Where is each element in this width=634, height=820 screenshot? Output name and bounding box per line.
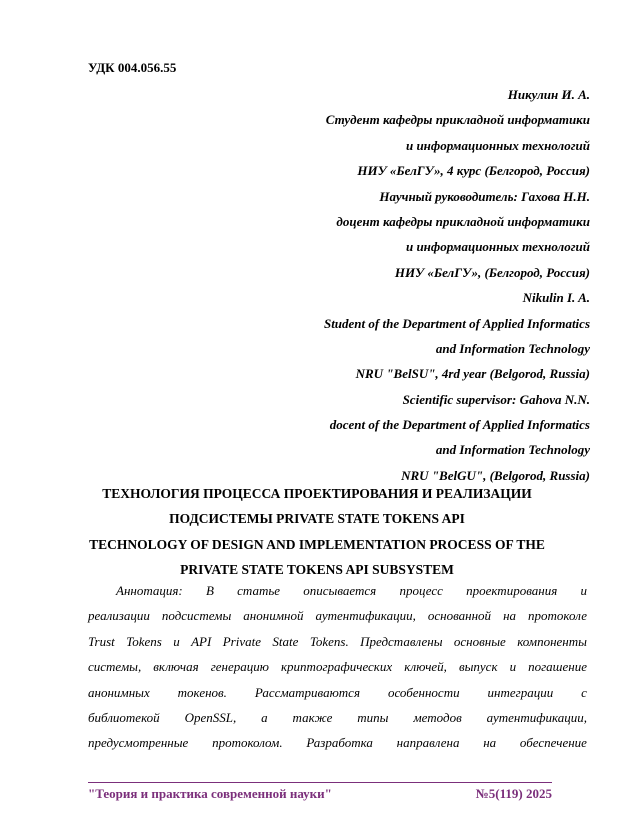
abstract-word: ключей, [404, 659, 447, 675]
abstract-word: с [581, 684, 587, 700]
udk-code: УДК 004.056.55 [88, 60, 177, 75]
abstract-word: протоколом. [212, 735, 283, 751]
title-line: ПОДСИСТЕМЫ PRIVATE STATE TOKENS API [169, 511, 465, 527]
abstract-word: Рассматриваются [254, 684, 360, 700]
abstract-line [88, 578, 587, 603]
abstract-word: статье [237, 583, 281, 598]
abstract-word: особенности [387, 684, 460, 700]
abstract-word: генерацию [210, 659, 269, 675]
abstract-word: библиотекой [88, 709, 160, 725]
abstract-word: проектирования [466, 583, 558, 598]
abstract-word: State [272, 633, 299, 649]
title-line: TECHNOLOGY OF DESIGN AND IMPLEMENTATION PROCESS OF THE [89, 536, 545, 552]
author-line: и информационных технологий [405, 137, 590, 153]
abstract-line [88, 629, 587, 654]
article-title [60, 481, 574, 583]
abstract-line [88, 705, 587, 730]
abstract-word: Tokens [126, 633, 162, 649]
abstract-word: аутентификации, [315, 608, 416, 624]
author-line: Nikulin I. A. [522, 290, 590, 306]
author-line: docent of the Department of Applied Informatics [329, 417, 590, 433]
author-block [230, 82, 590, 488]
abstract-word: на [483, 735, 497, 751]
abstract-word: системы, [88, 659, 142, 675]
abstract-word: основные [453, 633, 506, 649]
abstract-word: Private [222, 633, 261, 649]
abstract-word: описывается [303, 583, 377, 598]
author-line: Никулин И. А. [507, 87, 590, 102]
abstract-word: процесс [399, 583, 443, 598]
abstract-word: типы [357, 709, 389, 725]
author-line: Scientific supervisor: Gahova N.N. [402, 391, 590, 407]
abstract-line [88, 680, 587, 705]
abstract-word: аутентификации, [486, 709, 587, 725]
author-line: Научный руководитель: Гахова Н.Н. [379, 188, 590, 204]
abstract-line [88, 654, 587, 679]
author-line: and Information Technology [435, 442, 590, 458]
abstract-word: Разработка [306, 735, 373, 751]
author-line: и информационных технологий [405, 239, 590, 255]
author-line: НИУ «БелГУ», 4 курс (Белгород, Россия) [357, 163, 590, 179]
abstract-word: также [292, 709, 333, 725]
abstract-word: реализации [88, 608, 150, 624]
author-line: доцент кафедры прикладной информатики [336, 213, 590, 229]
abstract-word: Trust [88, 633, 115, 649]
title-line: ТЕХНОЛОГИЯ ПРОЦЕССА ПРОЕКТИРОВАНИЯ И РЕАЛИЗАЦИИ [102, 486, 532, 501]
author-line: НИУ «БелГУ», (Белгород, Россия) [394, 264, 590, 280]
title-line: PRIVATE STATE TOKENS API SUBSYSTEM [180, 562, 454, 578]
author-line: Student of the Department of Applied Informatics [323, 315, 590, 331]
abstract-word: анонимных [88, 684, 150, 700]
footer-divider [88, 782, 552, 783]
abstract-word: направлена [396, 735, 460, 751]
abstract-word: Аннотация: [116, 583, 183, 598]
abstract [88, 578, 587, 756]
abstract-word: анонимной [243, 608, 304, 624]
abstract-word: включая [153, 659, 199, 675]
abstract-word: интеграции [487, 684, 554, 700]
abstract-word: основанной [427, 608, 492, 624]
abstract-word: предусмотренные [88, 735, 189, 751]
abstract-word: подсистемы [161, 608, 232, 624]
abstract-word: погашение [528, 659, 587, 675]
abstract-word: и [173, 633, 180, 649]
abstract-word: выпуск [458, 659, 498, 675]
abstract-word: API [191, 633, 212, 649]
abstract-word: а [261, 709, 268, 725]
abstract-word: компоненты [517, 633, 587, 649]
abstract-word: Представлены [360, 633, 443, 649]
issue-number: №5(119) 2025 [475, 786, 552, 801]
abstract-word: Tokens. [309, 633, 349, 649]
abstract-word: методов [413, 709, 462, 725]
abstract-word: В [205, 583, 214, 598]
abstract-word: токенов. [177, 684, 227, 700]
author-line: NRU "BelSU", 4rd year (Belgorod, Russia) [355, 366, 590, 382]
abstract-word: OpenSSL, [184, 709, 237, 725]
abstract-word: на [503, 608, 517, 624]
abstract-word: и [509, 659, 517, 675]
abstract-word: протоколе [528, 608, 587, 624]
abstract-word: криптографических [280, 659, 393, 675]
abstract-line [88, 603, 587, 628]
journal-name: "Теория и практика современной науки" [88, 786, 332, 801]
abstract-line [88, 730, 587, 755]
abstract-word: и [580, 583, 587, 598]
author-line: Студент кафедры прикладной информатики [325, 112, 590, 128]
author-line: and Information Technology [435, 340, 590, 356]
abstract-word: обеспечение [519, 735, 587, 751]
author-line: NRU "BelGU", (Belgorod, Russia) [401, 467, 590, 483]
